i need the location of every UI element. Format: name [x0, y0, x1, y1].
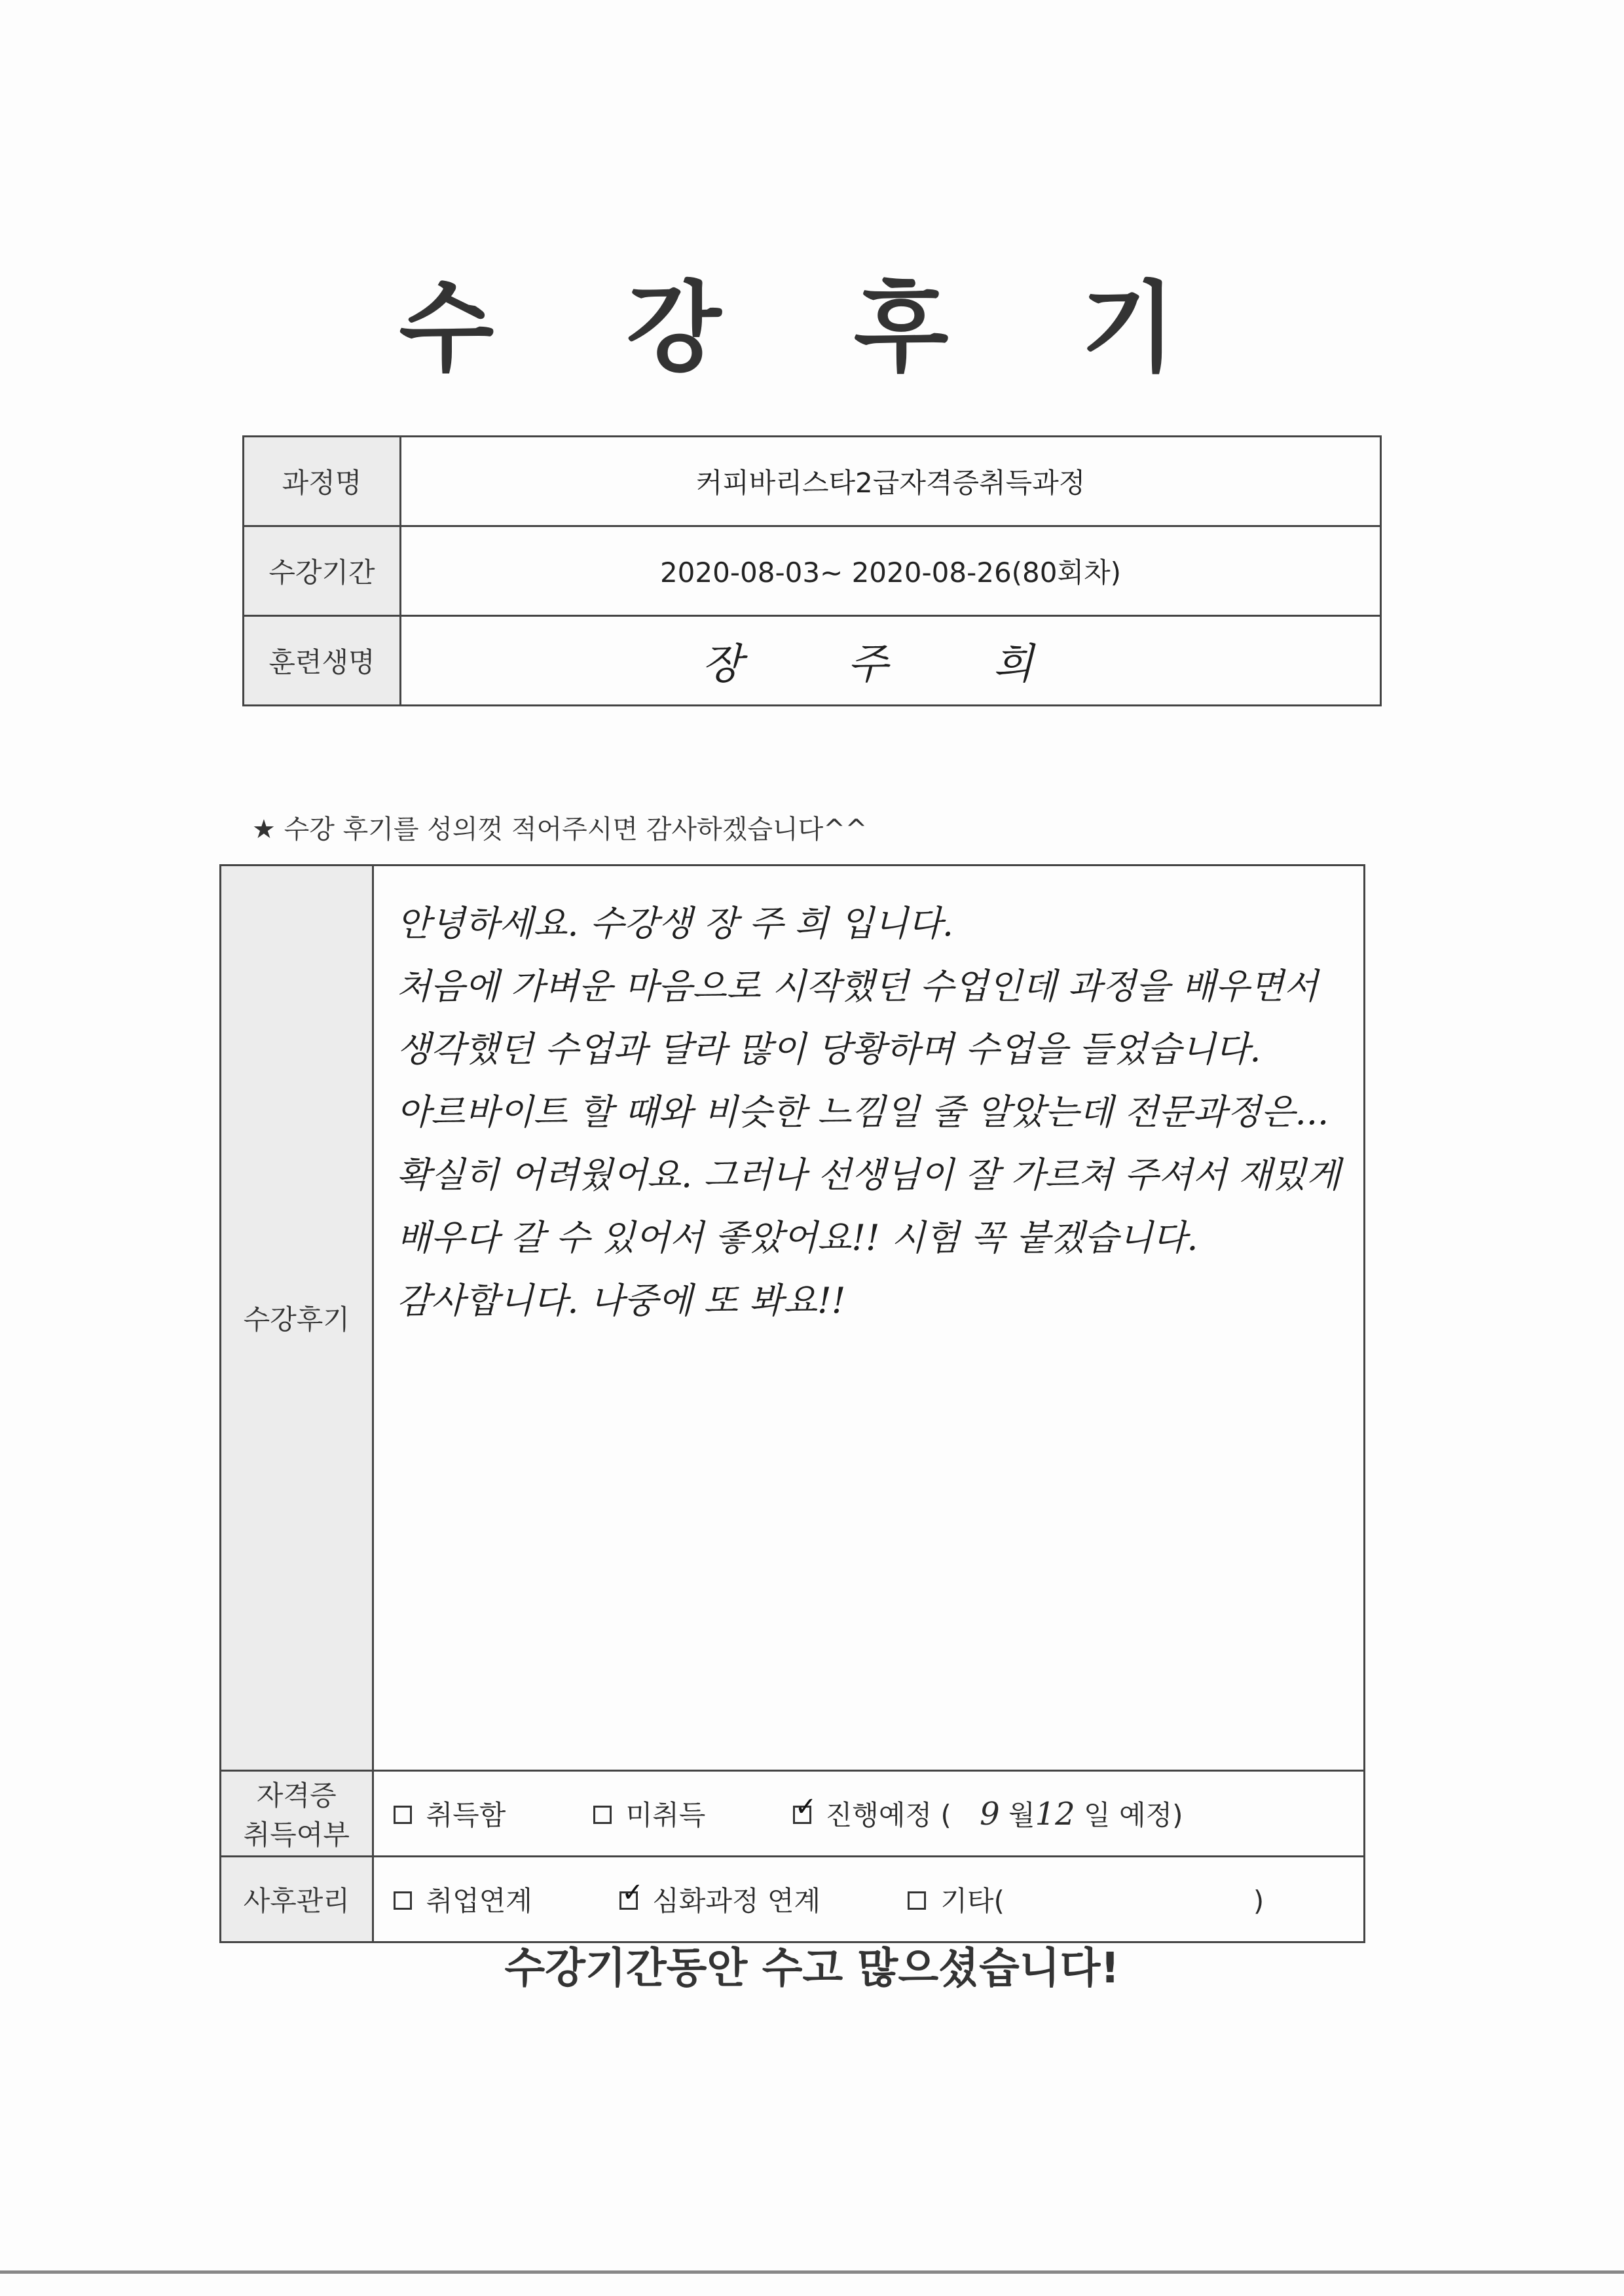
certificate-label-line2: 취득여부: [243, 1819, 350, 1851]
option-acquired-label: 취득함: [426, 1799, 506, 1831]
review-text-area: [373, 866, 1364, 1771]
checkbox-icon[interactable]: [394, 1806, 412, 1824]
option-planned[interactable]: [793, 1794, 1183, 1833]
option-planned-label: 진행예정 (: [825, 1799, 951, 1831]
checkbox-icon[interactable]: [394, 1891, 412, 1910]
option-not-acquired[interactable]: [593, 1794, 706, 1833]
option-advanced[interactable]: [619, 1880, 821, 1919]
scan-edge-line: [0, 2270, 1624, 2274]
aftercare-options: [373, 1857, 1364, 1942]
closing-message: 수강기간동안 수고 많으셨습니다!: [504, 1944, 1120, 1993]
review-row: [221, 866, 1365, 1771]
period-row: [244, 526, 1381, 616]
instruction-note: ★ 수강 후기를 성의껏 적어주시면 감사하겠습니다^^: [252, 814, 868, 845]
trainee-row: [244, 616, 1381, 706]
option-employment-label: 취업연계: [426, 1885, 532, 1917]
page-title: 수 강 후 기: [399, 272, 1225, 386]
review-line: 안녕하세요. 수강생 장 주 희 입니다.: [396, 903, 954, 944]
planned-day: 12: [1035, 1796, 1075, 1832]
trainee-name: 장 주 희: [401, 616, 1381, 706]
checkbox-icon[interactable]: [593, 1806, 612, 1824]
trainee-label: 훈련생명: [244, 616, 401, 706]
checked-checkbox-icon[interactable]: [793, 1806, 811, 1824]
period-value: 2020-08-03~ 2020-08-26(80회차): [401, 526, 1381, 616]
option-other-label: 기타(: [940, 1885, 1005, 1917]
certificate-row: [221, 1771, 1365, 1857]
review-line: 생각했던 수업과 달라 많이 당황하며 수업을 들었습니다.: [396, 1029, 1261, 1070]
review-line: 배우다 갈 수 있어서 좋았어요!! 시험 꼭 붙겠습니다.: [396, 1217, 1198, 1258]
review-line: 아르바이트 할 때와 비슷한 느낌일 줄 알았는데 전문과정은...: [396, 1091, 1329, 1133]
option-other[interactable]: [908, 1880, 1264, 1919]
planned-month: 9: [980, 1796, 1000, 1832]
planned-suffix: 일 예정): [1084, 1799, 1183, 1831]
option-acquired[interactable]: [394, 1794, 506, 1833]
certificate-label: [221, 1771, 373, 1857]
review-line: 감사합니다. 나중에 또 봐요!!: [396, 1280, 846, 1321]
option-other-close: ): [1253, 1885, 1264, 1917]
review-line: 확실히 어려웠어요. 그러나 선생님이 잘 가르쳐 주셔서 재밌게: [396, 1154, 1340, 1195]
review-table: [219, 864, 1365, 1943]
aftercare-row: [221, 1857, 1365, 1942]
option-not-acquired-label: 미취득: [625, 1799, 706, 1831]
period-label: 수강기간: [244, 526, 401, 616]
aftercare-label: 사후관리: [221, 1857, 373, 1942]
option-employment[interactable]: [394, 1880, 532, 1919]
course-row: [244, 437, 1381, 526]
certificate-label-line1: 자격증: [256, 1779, 337, 1812]
course-label: 과정명: [244, 437, 401, 526]
option-advanced-label: 심화과정 연계: [652, 1885, 821, 1917]
month-unit: 월: [1008, 1799, 1035, 1831]
review-label: 수강후기: [221, 866, 373, 1771]
course-info-table: [242, 435, 1382, 706]
certificate-options: [373, 1771, 1364, 1857]
checked-checkbox-icon[interactable]: [619, 1891, 638, 1910]
review-line: 처음에 가벼운 마음으로 시작했던 수업인데 과정을 배우면서: [396, 966, 1318, 1007]
course-value: 커피바리스타2급자격증취득과정: [401, 437, 1381, 526]
checkbox-icon[interactable]: [908, 1891, 926, 1910]
